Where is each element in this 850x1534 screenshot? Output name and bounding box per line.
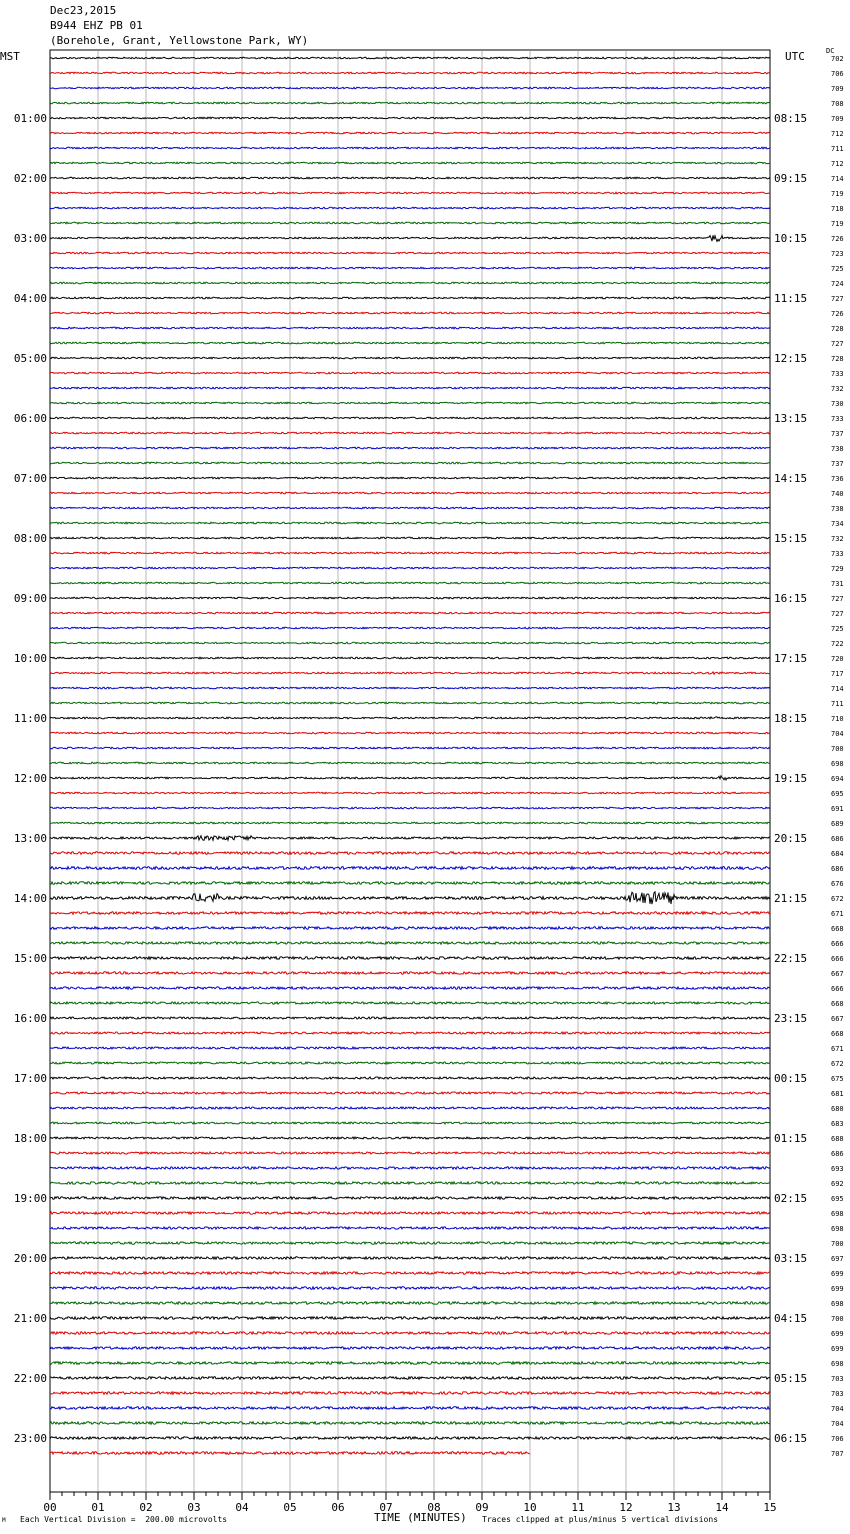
left-timezone-label: MST bbox=[0, 50, 20, 63]
trace-row bbox=[50, 522, 770, 524]
x-tick-label: 08 bbox=[427, 1501, 441, 1514]
trace-row bbox=[50, 762, 770, 764]
dc-offset-label: 671 bbox=[831, 1045, 844, 1053]
trace-row bbox=[50, 252, 770, 254]
dc-offset-label: 699 bbox=[831, 1330, 844, 1338]
left-hour-label: 14:00 bbox=[13, 892, 47, 905]
station-text: B944 EHZ PB 01 bbox=[50, 19, 143, 32]
trace-row bbox=[50, 807, 770, 809]
dc-offset-label: 708 bbox=[831, 100, 844, 108]
dc-offset-label: 738 bbox=[831, 445, 844, 453]
left-hour-label: 10:00 bbox=[13, 652, 47, 665]
left-hour-label: 18:00 bbox=[13, 1132, 47, 1145]
dc-offset-label: 714 bbox=[831, 175, 844, 183]
trace-row bbox=[50, 57, 770, 59]
dc-offset-label: 730 bbox=[831, 400, 844, 408]
trace-row bbox=[50, 507, 770, 509]
trace-row bbox=[50, 1227, 770, 1229]
dc-offset-label: 694 bbox=[831, 775, 844, 783]
trace-row bbox=[50, 357, 770, 359]
dc-offset-label: 725 bbox=[831, 625, 844, 633]
right-hour-label: 01:15 bbox=[774, 1132, 808, 1145]
trace-row bbox=[50, 867, 770, 870]
dc-offset-label: 732 bbox=[831, 385, 844, 393]
trace-row bbox=[50, 1137, 770, 1139]
right-hour-label: 20:15 bbox=[774, 832, 808, 845]
trace-row bbox=[50, 342, 770, 344]
dc-offset-label: 737 bbox=[831, 430, 844, 438]
dc-offset-label: 692 bbox=[831, 1180, 844, 1188]
trace-row bbox=[50, 102, 770, 104]
trace-row bbox=[50, 642, 770, 644]
trace-row bbox=[50, 1332, 770, 1335]
dc-offset-label: 736 bbox=[831, 475, 844, 483]
dc-offset-label: 717 bbox=[831, 670, 844, 678]
left-hour-label: 15:00 bbox=[13, 952, 47, 965]
left-hour-label: 22:00 bbox=[13, 1372, 47, 1385]
trace-row bbox=[50, 1107, 770, 1109]
dc-offset-label: 672 bbox=[831, 895, 844, 903]
x-tick-label: 04 bbox=[235, 1501, 249, 1514]
dc-offset-label: 698 bbox=[831, 1300, 844, 1308]
trace-row bbox=[50, 267, 770, 269]
dc-offset-label: 718 bbox=[831, 205, 844, 213]
dc-offset-label: 675 bbox=[831, 1075, 844, 1083]
dc-offset-label: 710 bbox=[831, 715, 844, 723]
trace-row bbox=[50, 612, 770, 614]
x-tick-label: 05 bbox=[283, 1501, 297, 1514]
trace-row bbox=[50, 1167, 770, 1169]
right-hour-label: 23:15 bbox=[774, 1012, 808, 1025]
right-hour-label: 16:15 bbox=[774, 592, 808, 605]
trace-row bbox=[50, 852, 770, 855]
x-axis-label: TIME (MINUTES) bbox=[374, 1511, 467, 1524]
dc-offset-label: 700 bbox=[831, 1240, 844, 1248]
trace-row bbox=[50, 597, 770, 599]
right-hour-label: 03:15 bbox=[774, 1252, 808, 1265]
dc-offset-label: 681 bbox=[831, 1090, 844, 1098]
right-hour-label: 06:15 bbox=[774, 1432, 808, 1445]
dc-offset-label: 693 bbox=[831, 1165, 844, 1173]
left-hour-label: 12:00 bbox=[13, 772, 47, 785]
left-hour-label: 08:00 bbox=[13, 532, 47, 545]
left-hour-label: 20:00 bbox=[13, 1252, 47, 1265]
trace-row bbox=[50, 1092, 770, 1094]
dc-offset-label: 732 bbox=[831, 535, 844, 543]
dc-offset-label: 697 bbox=[831, 1255, 844, 1263]
right-hour-label: 18:15 bbox=[774, 712, 808, 725]
x-tick-label: 06 bbox=[331, 1501, 345, 1514]
trace-row bbox=[50, 987, 770, 989]
trace-row bbox=[50, 912, 770, 915]
trace-row bbox=[50, 1392, 770, 1395]
dc-offset-label: 699 bbox=[831, 1345, 844, 1353]
plot-frame bbox=[50, 50, 770, 1492]
trace-row bbox=[50, 297, 770, 299]
dc-offset-label: 688 bbox=[831, 1135, 844, 1143]
dc-offset-label: 731 bbox=[831, 580, 844, 588]
dc-offset-label: 709 bbox=[831, 115, 844, 123]
trace-row bbox=[50, 162, 770, 164]
dc-offset-label: 691 bbox=[831, 805, 844, 813]
trace-row bbox=[50, 387, 770, 389]
trace-row bbox=[50, 672, 770, 674]
dc-offset-label: 667 bbox=[831, 1015, 844, 1023]
x-tick-label: 13 bbox=[667, 1501, 681, 1514]
dc-offset-label: 666 bbox=[831, 940, 844, 948]
dc-offset-label: 689 bbox=[831, 820, 844, 828]
x-tick-label: 10 bbox=[523, 1501, 537, 1514]
dc-offset-label: 686 bbox=[831, 1150, 844, 1158]
dc-offset-label: 723 bbox=[831, 250, 844, 258]
dc-offset-label: 727 bbox=[831, 595, 844, 603]
left-hour-label: 21:00 bbox=[13, 1312, 47, 1325]
dc-offset-label: 729 bbox=[831, 565, 844, 573]
trace-row bbox=[50, 1362, 770, 1365]
dc-offset-label: 727 bbox=[831, 340, 844, 348]
x-tick-label: 09 bbox=[475, 1501, 489, 1514]
dc-offset-label: 686 bbox=[831, 835, 844, 843]
trace-row bbox=[50, 282, 770, 284]
trace-row bbox=[50, 447, 770, 449]
right-hour-label: 17:15 bbox=[774, 652, 808, 665]
trace-row bbox=[50, 1242, 770, 1244]
dc-offset-label: 695 bbox=[831, 790, 844, 798]
dc-offset-label: 712 bbox=[831, 160, 844, 168]
trace-row bbox=[50, 776, 770, 780]
trace-row bbox=[50, 892, 770, 904]
left-hour-label: 07:00 bbox=[13, 472, 47, 485]
x-tick-label: 11 bbox=[571, 1501, 585, 1514]
dc-offset-label: 707 bbox=[831, 1450, 844, 1458]
dc-offset-label: 700 bbox=[831, 745, 844, 753]
trace-row bbox=[50, 567, 770, 569]
right-hour-label: 14:15 bbox=[774, 472, 808, 485]
x-tick-label: 01 bbox=[91, 1501, 105, 1514]
right-hour-label: 04:15 bbox=[774, 1312, 808, 1325]
trace-row bbox=[50, 717, 770, 719]
left-hour-label: 23:00 bbox=[13, 1432, 47, 1445]
trace-row bbox=[50, 492, 770, 494]
dc-offset-label: 727 bbox=[831, 610, 844, 618]
trace-row bbox=[50, 836, 770, 841]
trace-row bbox=[50, 1347, 770, 1350]
left-hour-label: 11:00 bbox=[13, 712, 47, 725]
dc-offset-label: 698 bbox=[831, 1360, 844, 1368]
x-tick-label: 15 bbox=[763, 1501, 777, 1514]
right-hour-label: 15:15 bbox=[774, 532, 808, 545]
trace-row bbox=[50, 432, 770, 434]
dc-offset-label: 668 bbox=[831, 1030, 844, 1038]
trace-row bbox=[50, 1182, 770, 1184]
trace-row bbox=[50, 927, 770, 930]
mark-glyph: M bbox=[2, 1517, 6, 1524]
right-hour-label: 21:15 bbox=[774, 892, 808, 905]
dc-offset-label: 737 bbox=[831, 460, 844, 468]
dc-offset-label: 706 bbox=[831, 70, 844, 78]
trace-row bbox=[50, 372, 770, 374]
left-hour-label: 05:00 bbox=[13, 352, 47, 365]
dc-offset-label: 726 bbox=[831, 310, 844, 318]
left-hour-label: 16:00 bbox=[13, 1012, 47, 1025]
x-tick-label: 12 bbox=[619, 1501, 633, 1514]
dc-offset-label: 709 bbox=[831, 85, 844, 93]
trace-row bbox=[50, 177, 770, 179]
dc-offset-label: 728 bbox=[831, 325, 844, 333]
x-tick-label: 14 bbox=[715, 1501, 729, 1514]
trace-row bbox=[50, 192, 770, 194]
trace-row bbox=[50, 747, 770, 749]
dc-offset-label: 671 bbox=[831, 910, 844, 918]
trace-row bbox=[50, 1047, 770, 1049]
dc-offset-label: 734 bbox=[831, 520, 844, 528]
trace-row bbox=[50, 402, 770, 404]
trace-row bbox=[50, 1377, 770, 1380]
date-text: Dec23,2015 bbox=[50, 4, 117, 17]
trace-row bbox=[50, 1002, 770, 1004]
trace-row bbox=[50, 72, 770, 74]
trace-row bbox=[50, 657, 770, 659]
right-timezone-label: UTC bbox=[785, 50, 805, 63]
trace-row bbox=[50, 1017, 770, 1019]
dc-offset-label: 711 bbox=[831, 700, 844, 708]
left-hour-label: 02:00 bbox=[13, 172, 47, 185]
trace-row bbox=[50, 1302, 770, 1305]
dc-offset-label: 698 bbox=[831, 1225, 844, 1233]
trace-row bbox=[50, 477, 770, 479]
dc-offset-label: 728 bbox=[831, 355, 844, 363]
right-hour-label: 22:15 bbox=[774, 952, 808, 965]
dc-offset-label: 698 bbox=[831, 760, 844, 768]
dc-offset-label: 706 bbox=[831, 1435, 844, 1443]
trace-row bbox=[50, 1407, 770, 1410]
trace-row bbox=[50, 1287, 770, 1290]
trace-row bbox=[50, 1272, 770, 1275]
dc-offset-label: 683 bbox=[831, 1120, 844, 1128]
left-hour-label: 03:00 bbox=[13, 232, 47, 245]
trace-row bbox=[50, 132, 770, 134]
dc-offset-label: 722 bbox=[831, 640, 844, 648]
trace-row bbox=[50, 627, 770, 629]
dc-offset-label: 719 bbox=[831, 220, 844, 228]
x-tick-label: 07 bbox=[379, 1501, 393, 1514]
left-hour-label: 06:00 bbox=[13, 412, 47, 425]
left-hour-label: 17:00 bbox=[13, 1072, 47, 1085]
trace-row bbox=[50, 537, 770, 539]
right-hour-label: 00:15 bbox=[774, 1072, 808, 1085]
left-hour-label: 13:00 bbox=[13, 832, 47, 845]
x-tick-label: 00 bbox=[43, 1501, 57, 1514]
trace-row bbox=[50, 882, 770, 885]
dc-offset-label: 740 bbox=[831, 490, 844, 498]
trace-row bbox=[50, 1122, 770, 1124]
dc-offset-label: 704 bbox=[831, 730, 844, 738]
dc-offset-label: 719 bbox=[831, 190, 844, 198]
trace-row bbox=[50, 462, 770, 464]
trace-row bbox=[50, 1212, 770, 1214]
trace-row bbox=[50, 792, 770, 794]
trace-row bbox=[50, 207, 770, 209]
dc-offset-label: 684 bbox=[831, 850, 844, 858]
dc-offset-label: 733 bbox=[831, 415, 844, 423]
scale-note: Each Vertical Division = 200.00 microvolts bbox=[20, 1515, 228, 1524]
trace-row bbox=[50, 417, 770, 419]
dc-offset-label: 668 bbox=[831, 925, 844, 933]
dc-offset-label: 676 bbox=[831, 880, 844, 888]
dc-offset-label: 733 bbox=[831, 370, 844, 378]
trace-row bbox=[50, 327, 770, 329]
dc-offset-label: 695 bbox=[831, 1195, 844, 1203]
right-hour-label: 02:15 bbox=[774, 1192, 808, 1205]
left-hour-label: 01:00 bbox=[13, 112, 47, 125]
trace-row bbox=[50, 147, 770, 149]
trace-row bbox=[50, 222, 770, 224]
trace-row bbox=[50, 1077, 770, 1079]
trace-row bbox=[50, 1197, 770, 1199]
trace-row bbox=[50, 702, 770, 704]
trace-row bbox=[50, 117, 770, 119]
location-text: (Borehole, Grant, Yellowstone Park, WY) bbox=[50, 34, 309, 47]
trace-row bbox=[50, 972, 770, 974]
x-tick-label: 02 bbox=[139, 1501, 153, 1514]
trace-row bbox=[50, 1257, 770, 1259]
dc-offset-label: 672 bbox=[831, 1060, 844, 1068]
dc-offset-label: 703 bbox=[831, 1390, 844, 1398]
trace-row bbox=[50, 957, 770, 960]
trace-row bbox=[50, 1032, 770, 1034]
dc-offset-label: 698 bbox=[831, 1210, 844, 1218]
dc-offset-label: 666 bbox=[831, 955, 844, 963]
trace-row bbox=[50, 87, 770, 89]
dc-offset-label: 720 bbox=[831, 655, 844, 663]
dc-offset-label: 711 bbox=[831, 145, 844, 153]
dc-offset-label: 724 bbox=[831, 280, 844, 288]
left-hour-label: 09:00 bbox=[13, 592, 47, 605]
trace-row bbox=[50, 582, 770, 584]
dc-offset-label: 725 bbox=[831, 265, 844, 273]
trace-row bbox=[50, 312, 770, 314]
right-hour-label: 12:15 bbox=[774, 352, 808, 365]
trace-row bbox=[50, 687, 770, 689]
trace-row bbox=[50, 1152, 770, 1154]
right-hour-label: 05:15 bbox=[774, 1372, 808, 1385]
dc-offset-label: 704 bbox=[831, 1420, 844, 1428]
dc-offset-label: 733 bbox=[831, 550, 844, 558]
dc-offset-label: 714 bbox=[831, 685, 844, 693]
left-hour-label: 19:00 bbox=[13, 1192, 47, 1205]
trace-row bbox=[50, 822, 770, 824]
trace-row bbox=[50, 942, 770, 944]
right-hour-label: 08:15 bbox=[774, 112, 808, 125]
right-hour-label: 09:15 bbox=[774, 172, 808, 185]
left-hour-label: 04:00 bbox=[13, 292, 47, 305]
dc-offset-label: 712 bbox=[831, 130, 844, 138]
right-hour-label: 10:15 bbox=[774, 232, 808, 245]
trace-row bbox=[50, 732, 770, 734]
right-hour-label: 13:15 bbox=[774, 412, 808, 425]
trace-row bbox=[50, 1317, 770, 1320]
dc-offset-label: 704 bbox=[831, 1405, 844, 1413]
dc-offset-label: 699 bbox=[831, 1270, 844, 1278]
dc-offset-label: 726 bbox=[831, 235, 844, 243]
dc-offset-label: 686 bbox=[831, 865, 844, 873]
trace-row bbox=[50, 552, 770, 554]
dc-offset-label: 703 bbox=[831, 1375, 844, 1383]
dc-offset-label: 666 bbox=[831, 985, 844, 993]
dc-offset-label: 738 bbox=[831, 505, 844, 513]
dc-offset-label: 667 bbox=[831, 970, 844, 978]
right-hour-label: 19:15 bbox=[774, 772, 808, 785]
clip-note: Traces clipped at plus/minus 5 vertical divisions bbox=[482, 1515, 719, 1524]
dc-offset-label: 702 bbox=[831, 55, 844, 63]
dc-header-label: DC bbox=[826, 47, 835, 55]
trace-row bbox=[50, 1062, 770, 1064]
x-tick-label: 03 bbox=[187, 1501, 201, 1514]
dc-offset-label: 680 bbox=[831, 1105, 844, 1113]
dc-offset-label: 699 bbox=[831, 1285, 844, 1293]
trace-row bbox=[50, 1422, 770, 1425]
dc-offset-label: 700 bbox=[831, 1315, 844, 1323]
trace-row bbox=[50, 1437, 770, 1440]
trace-row bbox=[50, 235, 770, 241]
dc-offset-label: 727 bbox=[831, 295, 844, 303]
dc-offset-label: 668 bbox=[831, 1000, 844, 1008]
right-hour-label: 11:15 bbox=[774, 292, 808, 305]
